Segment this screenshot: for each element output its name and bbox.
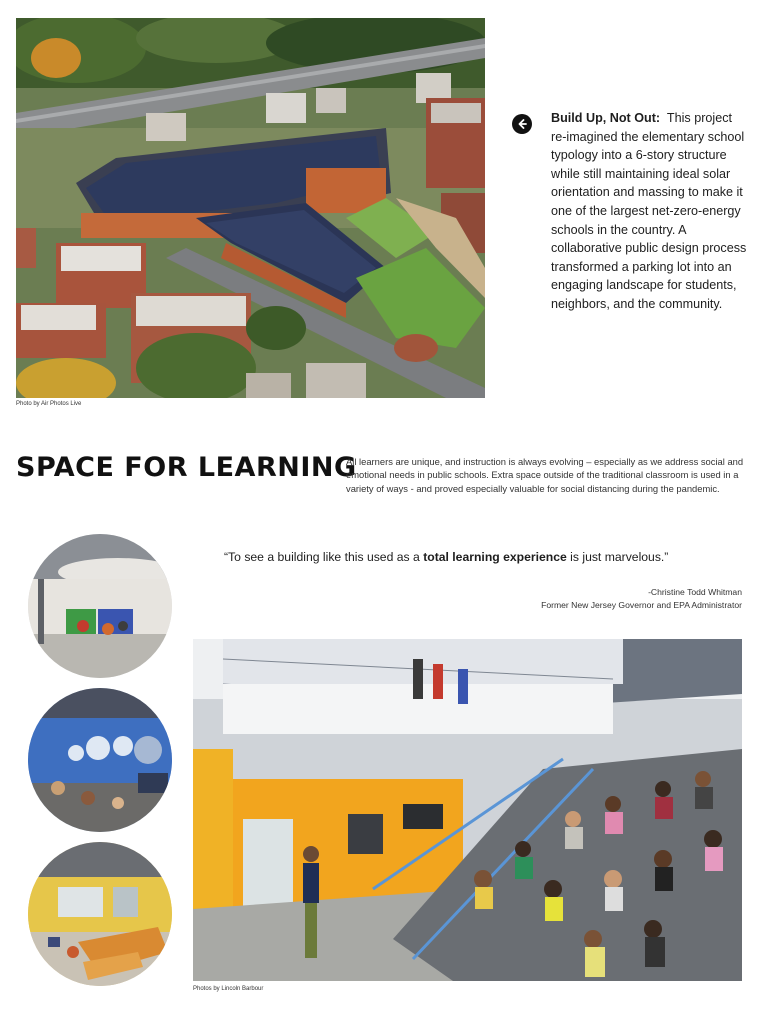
circle-photo-classroom bbox=[28, 534, 172, 678]
quote-author-title: Former New Jersey Governor and EPA Administrator bbox=[541, 599, 742, 610]
description-body: This project re-imagined the elementary school typology into a 6-story structure while still maintaining ideal solar orientation and massing to make it one of the largest net-zero-energy schools in the country. A collaborative public design process transformed a parking lot into an engaging landscape for students, neighbors, and the community. bbox=[551, 111, 747, 311]
quote-after: is just marvelous.” bbox=[566, 550, 669, 564]
arrow-left-circle-icon[interactable] bbox=[512, 114, 532, 134]
quote-before: “To see a building like this used as a bbox=[224, 550, 424, 564]
description-lead: Build Up, Not Out: bbox=[551, 111, 661, 125]
quote bbox=[224, 550, 744, 564]
section-intro: All learners are unique, and instruction is always evolving – especially as we address social and emotional needs in public schools. Extra space outside of the traditional classroom is used in a variety of ways - and proved especially valuable for social distancing during the pandemic. bbox=[346, 456, 744, 494]
quote-author: -Christine Todd Whitman bbox=[648, 587, 742, 597]
section-heading: SPACE FOR LEARNING bbox=[16, 452, 357, 483]
circle-photo-yellow-room bbox=[28, 842, 172, 986]
stair-photo-credit: Photos by Lincoln Barbour bbox=[193, 986, 264, 992]
quote-attribution bbox=[440, 586, 742, 611]
aerial-photo-credit: Photo by Air Photos Live bbox=[16, 401, 82, 407]
quote-emphasis: total learning experience bbox=[423, 550, 567, 564]
stair-photo bbox=[193, 639, 742, 981]
project-description bbox=[551, 109, 747, 314]
circle-photo-blue-room bbox=[28, 688, 172, 832]
aerial-photo bbox=[16, 18, 485, 398]
